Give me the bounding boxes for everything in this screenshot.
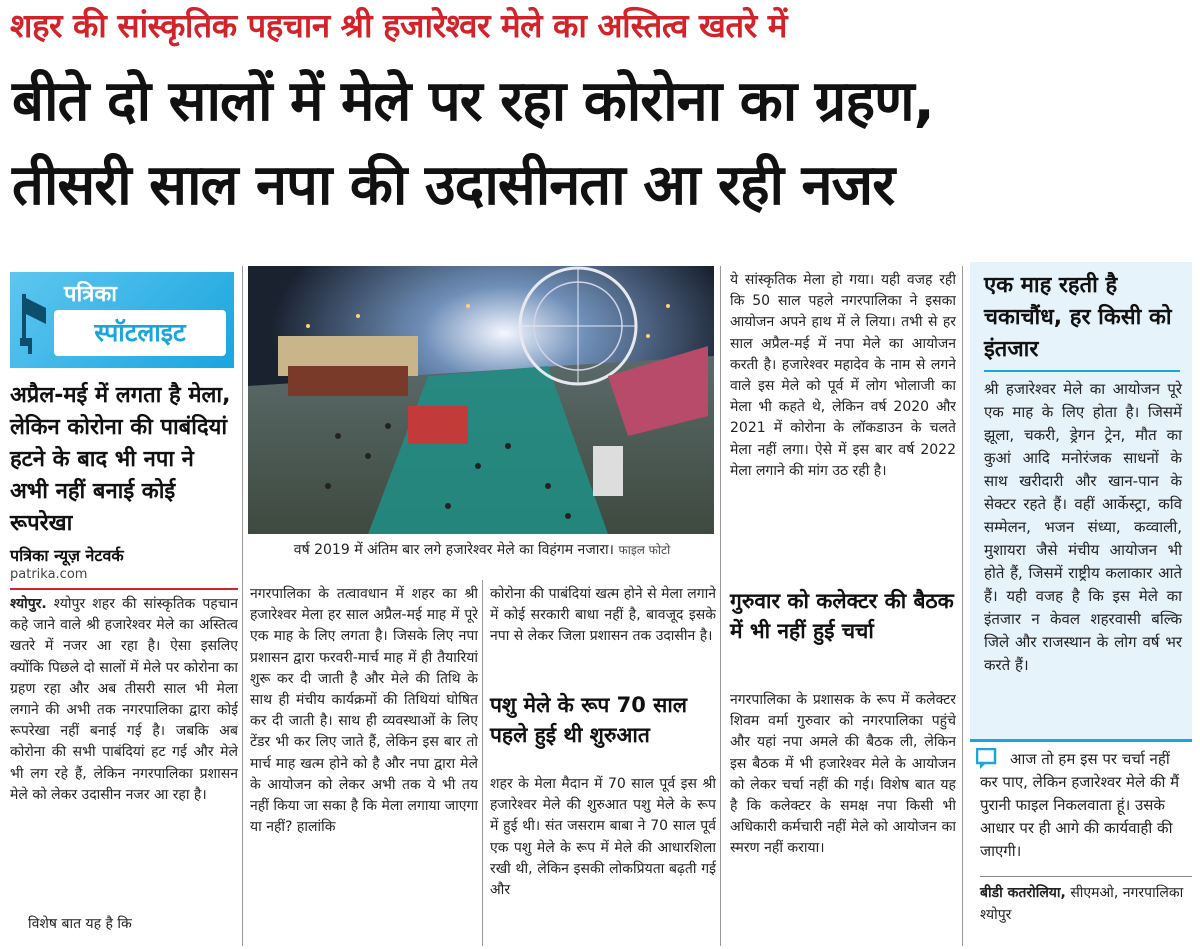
column-1-continuation: विशेष बात यह है कि — [28, 916, 132, 932]
column-1-paragraph: श्योपुर शहर की सांस्कृतिक पहचान कहे जाने वाले श्री हजारेश्वर मेले का अस्तित्व खतरे में नजर आ रहा है। ऐसा इसलिए क्योंकि पिछले दो सालों में मेले पर कोरोना का ग्रहण रहा और अब तीसरी साल भी मेला लगाने की अभी तक नगरपालिका द्वारा कोई रूपरेखा नहीं बनाई गई है। जबकि अब कोरोना की सभी पाबंदियां हट गई और मेले भी लग रहे हैं, लेकिन नगरपालिका प्रशासन मेले को लेकर उदासीन नजर आ रहा है। — [10, 596, 238, 803]
byline-rule — [10, 588, 238, 590]
quote-designation: सीएमओ, नगरपालिका श्योपुर — [980, 885, 1184, 923]
column-3-text-top: कोरोना की पाबंदियां खत्म होने से मेला लगाने में कोई सरकारी बाधा नहीं है, बावजूद इसके नपा से लेकर जिला प्रशासन तक उदासीन है। — [490, 586, 716, 645]
spotlight-logo — [10, 272, 234, 368]
byline-name: पत्रिका न्यूज़ नेटवर्क — [10, 546, 124, 565]
section-heading-collector-meeting: गुरुवार को कलेक्टर की बैठक में भी नहीं हुई चर्चा — [730, 589, 954, 643]
sub-headline: अप्रैल-मई में लगता है मेला, लेकिन कोरोना की पाबंदियां हटने के बाद भी नपा ने अभी नहीं बनाई कोई रूपरेखा — [10, 383, 231, 536]
quote-name: बीडी कतरोलिया, — [980, 885, 1066, 901]
sidebar-rule — [984, 370, 1180, 372]
official-quote: आज तो हम इस पर चर्चा नहीं कर पाए, लेकिन हजारेश्वर मेले की मैं पुरानी फाइल निकलवाता हूं। उसके आधार पर ही आगे की कार्यवाही की जाएगी। — [980, 750, 1180, 860]
column-3-text-bottom: शहर के मेला मैदान में 70 साल पूर्व इस श्री हजारेश्वर मेले की शुरुआत पशु मेले के रूप में हुई थी। संत जसराम बाबा ने 70 साल पूर्व एक पशु मेले के रूप में मेले की आधारशिला रखी थी, लेकिन इसकी लोकप्रियता बढ़ती गई और — [490, 776, 716, 899]
patrika-label: पत्रिका — [64, 282, 117, 307]
main-headline — [12, 60, 1192, 228]
section-heading-animal-fair: पशु मेले के रूप 70 साल पहले हुई थी शुरुआत — [490, 693, 688, 747]
quote-rule — [980, 876, 1192, 877]
sidebar-text: श्री हजारेश्वर मेले का आयोजन पूरे एक माह के लिए होता है। जिसमें झूला, चकरी, ड्रेगन ट्रेन, मौत का कुआं आदि मनोरंजक साधनों के साथ खरीदारी और खान-पान के सेक्टर रहते हैं। वहीं आर्केस्ट्रा, कवि सम्मेलन, भजन संध्या, कव्वाली, मुशायरा जैसे मंचीय आयोजन भी होते हैं, जिसमें राष्ट्रीय कलाकार आते हैं। यही वजह है कि इस मेले का इंतजार न केवल शहरवासी बल्कि जिले और राजस्थान के लोग वर्ष भर करते हैं। — [984, 380, 1182, 674]
headline-line-1: बीते दो सालों में मेले पर रहा कोरोना का ग्रहण, — [12, 69, 934, 134]
kicker-headline: शहर की सांस्कृतिक पहचान श्री हजारेश्वर मेले का अस्तित्व खतरे में — [10, 6, 787, 45]
headline-line-2: तीसरी साल नपा की उदासीनता आ रही नजर — [12, 153, 895, 218]
column-divider — [962, 266, 963, 946]
column-divider — [482, 580, 483, 946]
sidebar-heading: एक माह रहती है चकाचौंध, हर किसी को इंतजार — [984, 273, 1172, 362]
byline — [10, 546, 238, 584]
fair-photo — [248, 266, 714, 534]
column-4-text-top: ये सांस्कृतिक मेला हो गया। यही वजह रही कि 50 साल पहले नगरपालिका ने इसका आयोजन अपने हाथ में ले लिया। तभी से हर साल अप्रैल-मई में नपा मेले का आयोजन करती है। हजारेश्वर महादेव के नाम से लगने वाले इस मेले को पूर्व में लोग भोलाजी का मेला भी कहते थे, लेकिन वर्ष 2020 और 2021 में कोरोना के लॉकडाउन के चलते मेला नहीं लगा। ऐसे में इस बार वर्ष 2022 मेला लगाने की मांग उठ रही है। — [730, 272, 956, 479]
spotlight-label: स्पॉटलाइट — [54, 310, 226, 356]
column-divider — [242, 266, 243, 946]
column-4-text-bottom: नगरपालिका के प्रशासक के रूप में कलेक्टर शिवम वर्मा गुरुवार को नगरपालिका पहुंचे और यहां नपा अमले की बैठक ली, लेकिन इस बैठक में भी हजारेश्वर मेले के आयोजन को लेकर चर्चा नहीं की गई। विशेष बात यह है कि कलेक्टर के समक्ष नपा किसी भी अधिकारी कर्मचारी नहीं मेले को आयोजन का स्मरण नहीं कराया। — [730, 692, 956, 857]
caption-text: वर्ष 2019 में अंतिम बार लगे हजारेश्वर मेले का विहंगम नजारा। — [293, 542, 614, 558]
column-1-text — [10, 594, 238, 910]
fair-aerial-image — [248, 266, 714, 534]
quote-attribution — [980, 882, 1192, 926]
column-divider — [720, 266, 721, 946]
byline-site[interactable]: patrika.com — [10, 567, 88, 582]
dateline: श्योपुर. — [10, 596, 47, 612]
column-2-text: नगरपालिका के तत्वावधान में शहर का श्री हजारेश्वर मेला हर साल अप्रैल-मई माह में पूरे एक माह के लिए लगता है। जिसके लिए नपा प्रशासन द्वारा फरवरी-मार्च माह में ही तैयारियां शुरू कर दी जाती है और मेले की तिथि के साथ ही मंचीय कार्यक्रमों की तिथियां घोषित कर दी जाती है। साथ ही व्यवस्थाओं के लिए टेंडर भी कर लिए जाते हैं, लेकिन इस बार तो मार्च माह खत्म होने को है और नपा द्वारा मेले के आयोजन को लेकर अभी तक ये भी तय नहीं किया जा सका है कि मेला लगाया जाएगा या नहीं? हालांकि — [250, 586, 478, 836]
spotlight-lamp-icon — [20, 294, 48, 354]
caption-source: फाइल फोटो — [618, 543, 671, 557]
photo-caption — [250, 540, 714, 560]
